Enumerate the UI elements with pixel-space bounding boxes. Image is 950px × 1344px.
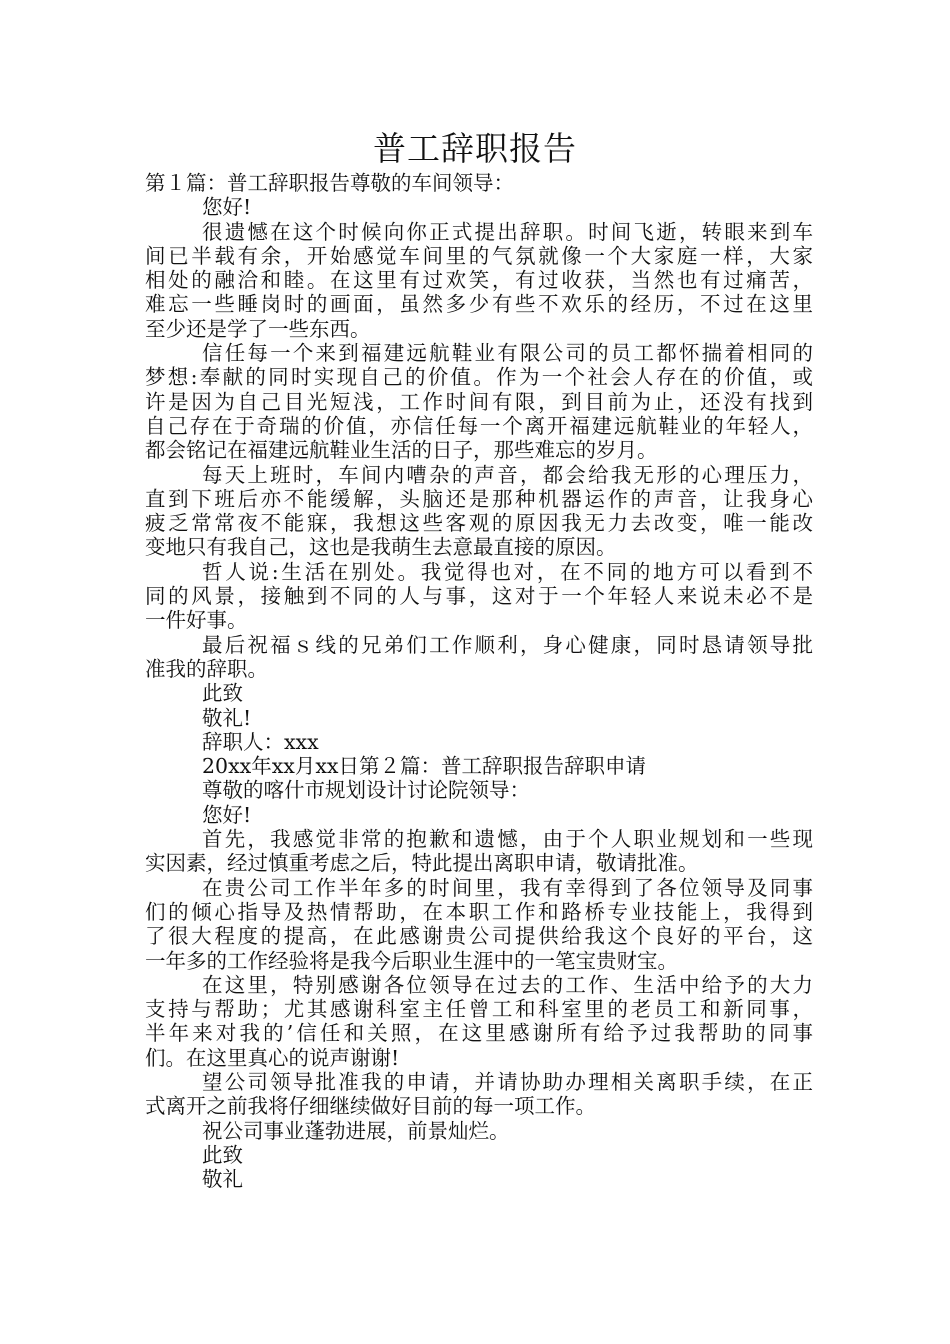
text-line: 在这里，特别感谢各位领导在过去的工作、生活中给予的大力 (202, 972, 813, 997)
text-line: 难忘一些睡岗时的画面，虽然多少有些不欢乐的经历，不过在这里 (145, 292, 813, 317)
text-line: 一年多的工作经验将是我今后职业生涯中的一笔宝贵财宝。 (145, 948, 678, 973)
text-line: 梦想:奉献的同时实现自己的价值。作为一个社会人存在的价值，或 (145, 365, 813, 390)
text-line: 每天上班时，车间内嘈杂的声音，都会给我无形的心理压力， (202, 462, 813, 487)
text-line: 相处的融洽和睦。在这里有过欢笑，有过收获，当然也有过痛苦， (145, 268, 813, 293)
text-line: 变地只有我自己，这也是我萌生去意最直接的原因。 (145, 535, 617, 560)
text-line: 们。在这里真心的说声谢谢! (145, 1045, 400, 1070)
document-title: 普工辞职报告 (373, 129, 577, 168)
text-line: 准我的辞职。 (145, 656, 268, 681)
document-body (145, 171, 813, 1191)
text-line: 您好! (202, 195, 252, 220)
text-line: 此致 (202, 681, 243, 706)
text-line: 自己存在于奇瑞的价值，亦信任每一个离开福建远航鞋业的年轻人， (145, 413, 813, 438)
text-line: 辞职人：xxx (202, 729, 319, 754)
text-line: 信任每一个来到福建远航鞋业有限公司的员工都怀揣着相同的 (202, 341, 813, 366)
text-line: 半年来对我的’信任和关照，在这里感谢所有给予过我帮助的同事 (145, 1021, 813, 1046)
text-line: 敬礼 (202, 1167, 243, 1192)
text-line: 都会铭记在福建远航鞋业生活的日子，那些难忘的岁月。 (145, 438, 658, 463)
text-line: 望公司领导批准我的申请，并请协助办理相关离职手续，在正 (202, 1069, 813, 1094)
text-line: 实因素，经过慎重考虑之后，特此提出离职申请，敬请批准。 (145, 851, 699, 876)
text-line: 疲乏常常夜不能寐，我想这些客观的原因我无力去改变，唯一能改 (145, 511, 813, 536)
text-line: 许是因为自己目光短浅，工作时间有限，到目前为止，还没有找到 (145, 389, 813, 414)
text-line: 们的倾心指导及热情帮助，在本职工作和路桥专业技能上，我得到 (145, 899, 813, 924)
text-line: 一件好事。 (145, 608, 248, 633)
text-line: 第１篇：普工辞职报告尊敬的车间领导： (145, 171, 514, 195)
text-line: 式离开之前我将仔细继续做好目前的每一项工作。 (145, 1094, 596, 1119)
text-line: 哲人说:生活在别处。我觉得也对，在不同的地方可以看到不 (202, 559, 813, 584)
text-line: 20xx年xx月xx日第２篇：普工辞职报告辞职申请 (202, 754, 646, 779)
text-line: 此致 (202, 1142, 243, 1167)
text-line: 在贵公司工作半年多的时间里，我有幸得到了各位领导及同事 (202, 875, 813, 900)
text-line: 首先，我感觉非常的抱歉和遗憾，由于个人职业规划和一些现 (202, 827, 813, 852)
text-line: 尊敬的喀什市规划设计讨论院领导： (202, 778, 530, 803)
text-line: 支持与帮助；尤其感谢科室主任曾工和科室里的老员工和新同事， (145, 997, 813, 1022)
text-line: 了很大程度的提高，在此感谢贵公司提供给我这个良好的平台，这 (145, 924, 813, 949)
text-line: 直到下班后亦不能缓解，头脑还是那种机器运作的声音，让我身心 (145, 486, 813, 511)
text-line: 敬礼! (202, 705, 252, 730)
text-line: 间已半载有余，开始感觉车间里的气氛就像一个大家庭一样，大家 (145, 243, 813, 268)
text-line: 很遗憾在这个时候向你正式提出辞职。时间飞逝，转眼来到车 (202, 219, 813, 244)
text-line: 您好! (202, 802, 252, 827)
text-line: 祝公司事业蓬勃进展，前景灿烂。 (202, 1118, 510, 1143)
text-line: 最后祝福ｓ线的兄弟们工作顺利，身心健康，同时恳请领导批 (202, 632, 813, 657)
text-line: 至少还是学了一些东西。 (145, 316, 371, 341)
text-line: 同的风景，接触到不同的人与事，这对于一个年轻人来说未必不是 (145, 584, 813, 609)
